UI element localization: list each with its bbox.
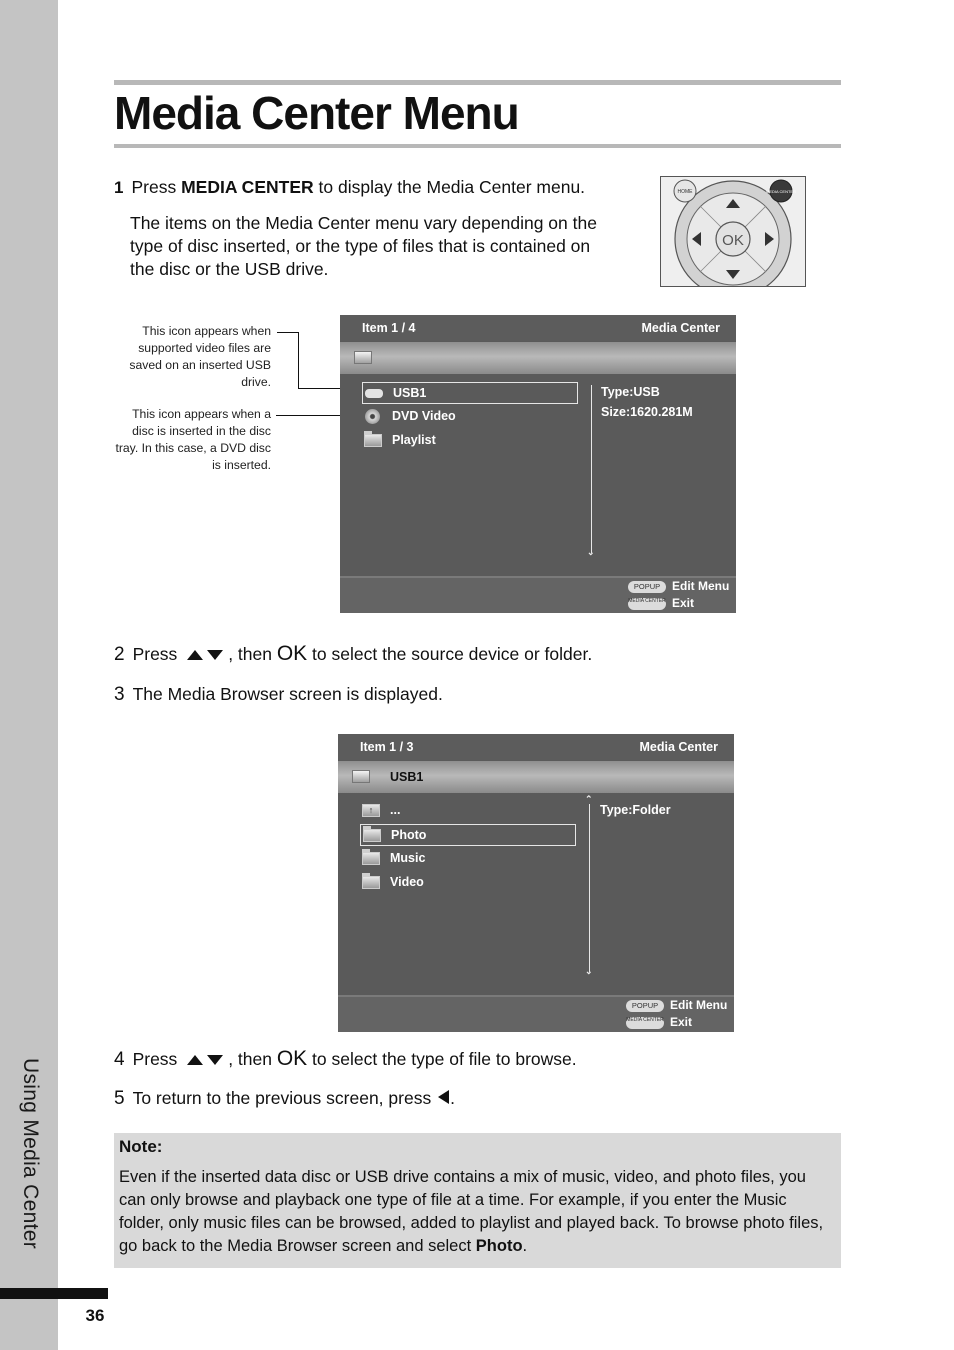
ok-key-label: OK	[276, 1047, 308, 1070]
step-text: Press	[131, 177, 182, 197]
exit-label: Exit	[672, 596, 695, 610]
scroll-down-icon: ⌄	[585, 966, 593, 976]
screen-footer	[340, 576, 736, 613]
info-line: Type:Folder	[600, 803, 671, 817]
disc-icon	[365, 409, 380, 424]
list-item-parent-folder[interactable]	[360, 800, 576, 822]
path-band	[338, 761, 734, 793]
folder-icon	[362, 852, 380, 865]
screen-title: Media Center	[641, 321, 720, 335]
left-arrow-icon	[436, 1089, 450, 1105]
list-item-label: DVD Video	[392, 409, 456, 423]
screen-title: Media Center	[639, 740, 718, 754]
up-down-arrows-icon	[185, 648, 225, 662]
media-center-button-icon: MEDIA CENTER	[626, 1017, 664, 1029]
usb-icon	[365, 389, 383, 398]
screen-header	[340, 315, 736, 341]
screen-header	[338, 734, 734, 760]
ok-key-label: OK	[276, 642, 308, 665]
step-number: 2	[114, 644, 125, 665]
step-number: 4	[114, 1049, 125, 1070]
scroll-up-icon: ⌃	[585, 794, 593, 804]
step-text: , then	[228, 644, 277, 664]
disc-icon-callout: This icon appears when a disc is inserted in the disc tray. In this case, a DVD disc is inserted.	[115, 407, 271, 472]
step-text: , then	[228, 1049, 277, 1069]
step-2	[114, 642, 592, 666]
list-item-label: Video	[390, 875, 424, 889]
list-item-label: Playlist	[392, 433, 436, 447]
remote-control-drawing	[661, 177, 805, 286]
scroll-track	[589, 804, 590, 972]
note-text: .	[522, 1237, 528, 1255]
title-rule-top	[114, 80, 841, 85]
page-tab-marker	[0, 1288, 108, 1299]
page-number: 36	[85, 1306, 105, 1325]
edit-menu-label: Edit Menu	[672, 579, 730, 593]
list-item-label: Music	[390, 851, 426, 865]
side-section-label: Using Media Center	[19, 1058, 42, 1249]
list-item-label: Photo	[391, 828, 427, 842]
list-item-playlist[interactable]	[362, 430, 578, 452]
usb-icon-callout: This icon appears when supported video files are saved on an inserted USB drive.	[129, 324, 271, 389]
step-text: Press	[132, 1049, 183, 1069]
folder-icon	[364, 434, 382, 447]
step-text: to display the Media Center menu.	[313, 177, 586, 197]
page-title: Media Center Menu	[114, 87, 519, 139]
info-panel	[600, 800, 671, 820]
up-down-arrows-icon	[185, 1053, 225, 1067]
list-item-music[interactable]	[360, 848, 576, 870]
note-body	[119, 1166, 834, 1258]
step-3	[114, 684, 443, 706]
item-counter: Item 1 / 3	[360, 740, 414, 754]
step-number: 5	[114, 1088, 125, 1109]
popup-button-icon: POPUP	[628, 581, 666, 593]
step-1	[114, 177, 585, 198]
step-5	[114, 1088, 455, 1110]
note-box	[114, 1133, 841, 1268]
list-item-label: ...	[390, 803, 401, 817]
list-item-video[interactable]	[360, 872, 576, 894]
step-text: To return to the previous screen, press	[132, 1088, 437, 1108]
step-number: 3	[114, 684, 125, 705]
note-title: Note:	[119, 1137, 163, 1156]
callout-leader-line	[298, 332, 299, 389]
step-emphasis: MEDIA CENTER	[181, 177, 314, 197]
current-path-label: USB1	[390, 770, 424, 784]
list-item-usb1[interactable]	[362, 382, 578, 404]
media-center-button-label: MEDIA CENTER	[765, 189, 797, 194]
list-item-dvd-video[interactable]	[362, 406, 578, 428]
scroll-track	[591, 385, 592, 553]
callout-leader-line	[277, 332, 299, 333]
path-band	[340, 342, 736, 374]
folder-icon	[354, 351, 372, 364]
title-rule-bottom	[114, 144, 841, 148]
info-panel	[601, 382, 693, 422]
parent-folder-icon: ↑	[362, 804, 380, 817]
step-text: to select the type of file to browse.	[307, 1049, 577, 1069]
info-line: Size:1620.281M	[601, 405, 693, 419]
media-browser-screen	[338, 734, 734, 1032]
ok-button-label: OK	[722, 232, 744, 249]
note-text: Even if the inserted data disc or USB drive contains a mix of music, video, and photo files, you can only browse and playback one type of file at a time. For example, if you enter the Music folder, only music files can be browsed, added to playlist and played back. To browse photo files, go back to the Media Browser screen and select	[119, 1168, 824, 1255]
popup-button-icon: POPUP	[626, 1000, 664, 1012]
exit-label: Exit	[670, 1015, 693, 1029]
scroll-down-icon: ⌄	[587, 547, 595, 557]
list-item-photo[interactable]	[360, 824, 576, 846]
note-emphasis: Photo	[475, 1237, 523, 1255]
step-text: Press	[132, 644, 183, 664]
screen-footer	[338, 995, 734, 1032]
folder-icon	[352, 770, 370, 783]
callout-leader-line	[276, 415, 350, 416]
media-center-screen-1	[340, 315, 736, 613]
list-item-label: USB1	[393, 386, 427, 400]
info-line: Type:USB	[601, 385, 660, 399]
step-number: 1	[114, 178, 124, 197]
item-counter: Item 1 / 4	[362, 321, 416, 335]
folder-icon	[362, 876, 380, 889]
step-text: The Media Browser screen is displayed.	[132, 684, 443, 704]
media-center-button-icon: MEDIA CENTER	[628, 598, 666, 610]
remote-control-illustration	[660, 176, 806, 287]
home-button-label: HOME	[677, 189, 693, 195]
step-text: .	[450, 1088, 455, 1108]
step-1-description: The items on the Media Center menu vary depending on the type of disc inserted, or the type of files that is contained on the disc or the USB drive.	[130, 213, 597, 279]
folder-icon	[363, 829, 381, 842]
edit-menu-label: Edit Menu	[670, 998, 728, 1012]
step-text: to select the source device or folder.	[307, 644, 593, 664]
step-4	[114, 1047, 577, 1071]
